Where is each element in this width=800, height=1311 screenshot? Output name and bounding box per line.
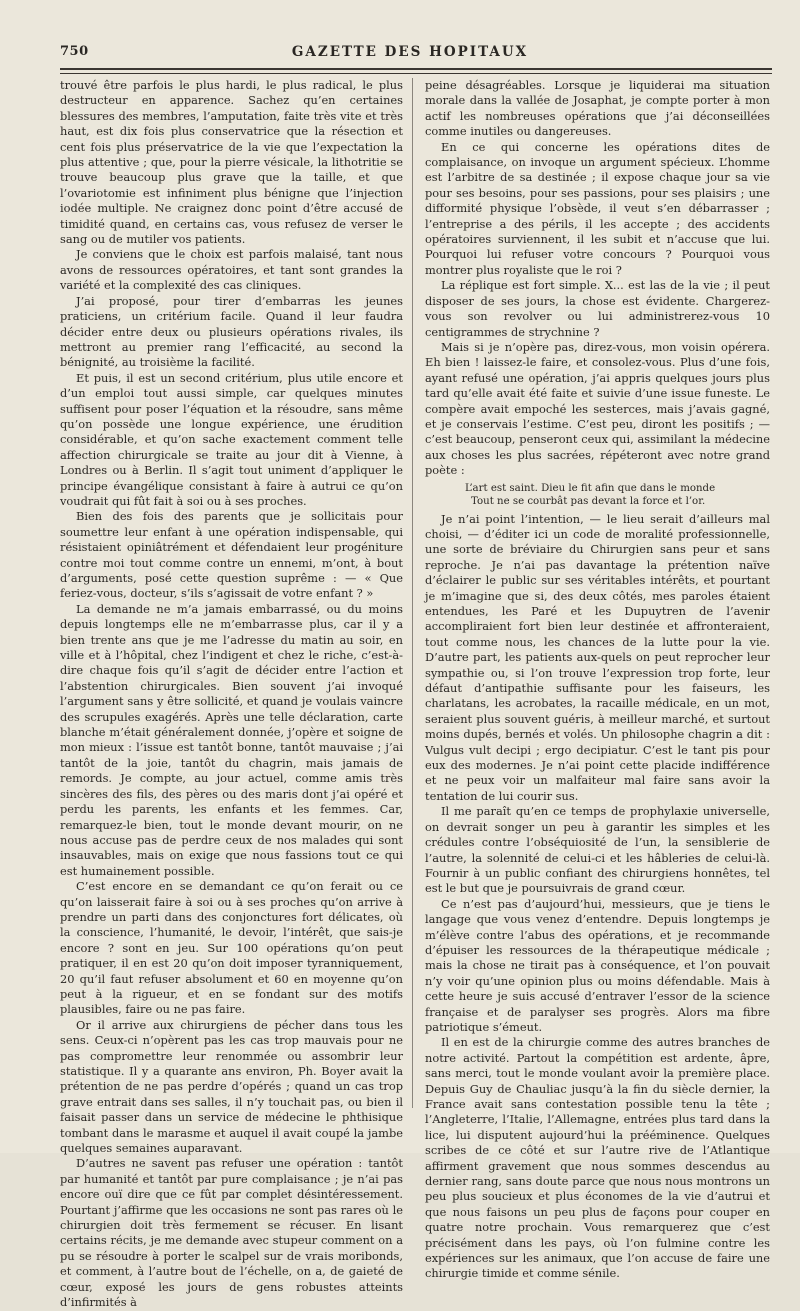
paragraph: La réplique est fort simple. X... est las de la vie ; il peut disposer de ses jours, la chose est évidente. Chargerez-vous son revolver ou lui administrerez-vous 10 centigrammes de strychnine ?: [425, 278, 770, 339]
left-column: [60, 78, 403, 1311]
right-column: [425, 78, 770, 1282]
paragraph: peine désagréables. Lorsque je liquiderai ma situation morale dans la vallée de Josaphat, je compte porter à mon actif les nombreuses opérations que j’ai déconseillées comme inutiles ou dangereuses.: [425, 78, 770, 139]
paragraph: trouvé être parfois le plus hardi, le plus radical, le plus destructeur en apparence. Sachez qu’en certaines blessures des membres, l’amputation, faite très vite et très haut, est dix fois plus conservatrice que la résection et cent fois plus préservatrice de la vie que l’expectation la plus attentive ; que, pour la pierre vésicale, la lithotritie se trouve beaucoup plus grave que la taille, et que l’ovariotomie est infiniment plus bénigne que l’injection iodée multiple. Ne craignez donc point d’être accusé de timidité quand, en certains cas, vous refusez de verser le sang ou de mutiler vos patients.: [60, 78, 403, 247]
page-number: 750: [60, 44, 89, 59]
paragraph: Je n’ai point l’intention, — le lieu serait d’ailleurs mal choisi, — d’éditer ici un code de moralité professionnelle, une sorte de bréviaire du Chirurgien sans peur et sans reproche. Je n’ai pas davantage la prétention naïve d’éclairer le public sur ses véritables intérêts, et pourtant je m’imagine que si, des deux côtés, mes paroles étaient entendues, les Paré et les Dupuytren de l’avenir accompliraient fort bien leur destinée et affronteraient, tout comme nous, les chances de la lutte pour la vie. D’autre part, les patients aux-quels on peut reprocher leur sympathie ou, si l’on trouve l’expression trop forte, leur défaut d’antipathie suffisante pour les faiseurs, les charlatans, les acrobates, la racaille médicale, en un mot, seraient plus souvent guéris, à meilleur marché, et surtout moins dupés, bernés et volés. Un philosophe chagrin a dit : Vulgus vult decipi ; ergo decipiatur. C’est le tant pis pour eux des modernes. Je n’ai point cette placide indifférence et ne peux voir un malfaiteur mal faire sans avoir la tentation de lui courir sus.: [425, 511, 770, 803]
paragraph: Or il arrive aux chirurgiens de pécher dans tous les sens. Ceux-ci n’opèrent pas les cas trop mauvais pour ne pas compromettre leur renommée ou assombrir leur statistique. Il y a quarante ans environ, Ph. Boyer avait la prétention de ne pas perdre d’opérés ; quand un cas trop grave entrait dans ses salles, il n’y touchait pas, ou bien il faisait passer dans un service de médecine le phthisique tombant dans le marasme et auquel il avait coupé la jambe quelques semaines auparavant.: [60, 1017, 403, 1156]
paragraph: Bien des fois des parents que je sollicitais pour soumettre leur enfant à une opération indispensable, qui résistaient opiniâtrément et défendaient leur progéniture contre moi tout comme contre un ennemi, m’ont, à bout d’arguments, posé cette question suprême : — « Que feriez-vous, docteur, s’ils s’agissait de votre enfant ? »: [60, 509, 403, 601]
paragraph: Je conviens que le choix est parfois malaisé, tant nous avons de ressources opératoires, et tant sont grandes la variété et la complexité des cas cliniques.: [60, 247, 403, 293]
column-divider: [412, 78, 413, 1108]
paragraph: J’ai proposé, pour tirer d’embarras les jeunes praticiens, un critérium facile. Quand il leur faudra décider entre deux ou plusieurs opérations rivales, ils mettront au premier rang l’efficacité, au second la bénignité, au troisième la facilité.: [60, 293, 403, 370]
journal-title: GAZETTE DES HOPITAUX: [291, 44, 529, 60]
paragraph: En ce qui concerne les opérations dites de complaisance, on invoque un argument spécieux. L’homme est l’arbitre de sa destinée ; il expose chaque jour sa vie pour ses besoins, pour ses passions, pour ses plaisirs ; une difformité physique l’obsède, il veut s’en débarrasser ; l’entreprise a des périls, il les accepte ; des accidents opératoires surviennent, il les subit et n’accuse que lui. Pourquoi lui refuser votre concours ? Pourquoi vous montrer plus royaliste que le roi ?: [425, 139, 770, 277]
running-head: [60, 44, 760, 62]
verse-line: Tout ne se courbât pas devant la force et l’or.: [471, 495, 706, 507]
paragraph: Et puis, il est un second critérium, plus utile encore et d’un emploi tout aussi simple, car quelques minutes suffisent pour poser l’équation et la résoudre, sans même qu’on possède une longue expérience, une érudition considérable, et qu’on sache exactement comment telle affection chirurgicale se traite au jour dit à Vienne, à Londres ou à Berlin. Il s’agit tout uniment d’appliquer le principe évangélique consistant à faire à autrui ce qu’on voudrait qui fût fait à soi ou à ses proches.: [60, 370, 403, 508]
verse-quote: [425, 482, 770, 508]
header-rule-thick: [60, 68, 772, 70]
paragraph: Mais si je n’opère pas, direz-vous, mon voisin opérera. Eh bien ! laissez-le faire, et consolez-vous. Plus d’une fois, ayant refusé une opération, j’ai appris quelques jours plus tard qu’elle avait été faite et suivie d’une issue funeste. Le compère avait empoché les sesterces, mais j’avais gagné, et je conservais l’estime. C’est peu, diront les positifs ; — c’est beaucoup, penseront ceux qui, assimilant la médecine aux choses les plus sacrées, répéteront avec notre grand poète :: [425, 339, 770, 478]
verse-line: L’art est saint. Dieu le fit afin que dans le monde: [465, 482, 716, 494]
paragraph: Il me paraît qu’en ce temps de prophylaxie universelle, on devrait songer un peu à garantir les simples et les crédules contre l’obséquiosité de l’un, la sensiblerie de l’autre, la solennité de celui-ci et les hâbleries de celui-là. Fournir à un public confiant des chirurgiens honnêtes, tel est le but que je poursuivrais de grand cœur.: [425, 804, 770, 896]
paragraph: Il en est de la chirurgie comme des autres branches de notre activité. Partout la compétition est ardente, âpre, sans merci, tout le monde voulant avoir la première place. Depuis Guy de Chauliac jusqu’à la fin du siècle dernier, la France avait sans contestation possible tenu la tête ; l’Angleterre, l’Italie, l’Allemagne, entrées plus tard dans la lice, lui disputent aujourd’hui la prééminence. Quelques scribes de ce côté et sur l’autre rive de l’Atlantique affirment gravement que nous sommes descendus au dernier rang, sans doute parce que nous nous montrons un peu plus soucieux et plus économes de la vie d’autrui et que nous faisons un peu plus de façons pour couper en quatre notre prochain. Vous remarquerez que c’est précisément dans les pays, où l’on fulmine contre les expériences sur les animaux, que l’on accuse de faire une chirurgie timide et comme sénile.: [425, 1035, 770, 1281]
paragraph: C’est encore en se demandant ce qu’on ferait ou ce qu’on laisserait faire à soi ou à ses proches qu’on arrive à prendre un parti dans des conjonctures fort délicates, où la conscience, l’humanité, le devoir, l’intérêt, que sais-je encore ? sont en jeu. Sur 100 opérations qu’on peut pratiquer, il en est 20 qu’on doit imposer tyranniquement, 20 qu’il faut refuser absolument et 60 en moyenne qu’on peut à la rigueur, et en se fondant sur des motifs plausibles, faire ou ne pas faire.: [60, 879, 403, 1017]
header-rule-thin: [60, 73, 772, 74]
paragraph: La demande ne m’a jamais embarrassé, ou du moins depuis longtemps elle ne m’embarrasse plus, car il y a bien trente ans que je me l’adresse du matin au soir, en ville et à l’hôpital, chez l’indigent et chez le riche, c’est-à-dire chaque fois qu’il s’agit de décider entre l’action et l’abstention chirurgicales. Bien souvent j’ai invoqué l’argument sans y être sollicité, et quand je voulais vaincre des scrupules exagérés. Après une telle déclaration, carte blanche m’était généralement donnée, j’opère et soigne de mon mieux : l’issue est tantôt bonne, tantôt mauvaise ; j’ai tantôt de la joie, tantôt du chagrin, mais jamais de remords. Je compte, au jour actuel, comme amis très sincères des fils, des pères ou des maris dont j’ai opéré et perdu les parents, les enfants et les femmes. Car, remarquez-le bien, tout le monde devant mourir, on ne nous accuse pas de perdre ceux de nos malades qui sont insauvables, mais on exige que nous fassions tout ce qui est humainement possible.: [60, 601, 403, 878]
paragraph: Ce n’est pas d’aujourd’hui, messieurs, que je tiens le langage que vous venez d’entendre. Depuis longtemps je m’élève contre l’abus des opérations, et je recommande d’épuiser les ressources de la thérapeutique médicale ; mais la chose ne tirait pas à conséquence, et l’on pouvait n’y voir qu’une opinion plus ou moins défendable. Mais à cette heure je suis accusé d’entraver l’essor de la science française et de paralyser ses progrès. Alors ma fibre patriotique s’émeut.: [425, 896, 770, 1034]
paragraph: D’autres ne savent pas refuser une opération : tantôt par humanité et tantôt par pure complaisance ; je n’ai pas encore ouï dire que ce fût par complet désintéressement. Pourtant j’affirme que les occasions ne sont pas rares où le chirurgien doit très fermement se récuser. En lisant certains récits, je me demande avec stupeur comment on a pu se résoudre à porter le scalpel sur de vrais moribonds, et comment, à l’autre bout de l’échelle, on a, de gaieté de cœur, exposé les jours de gens robustes atteints d’infirmités à: [60, 1156, 403, 1310]
